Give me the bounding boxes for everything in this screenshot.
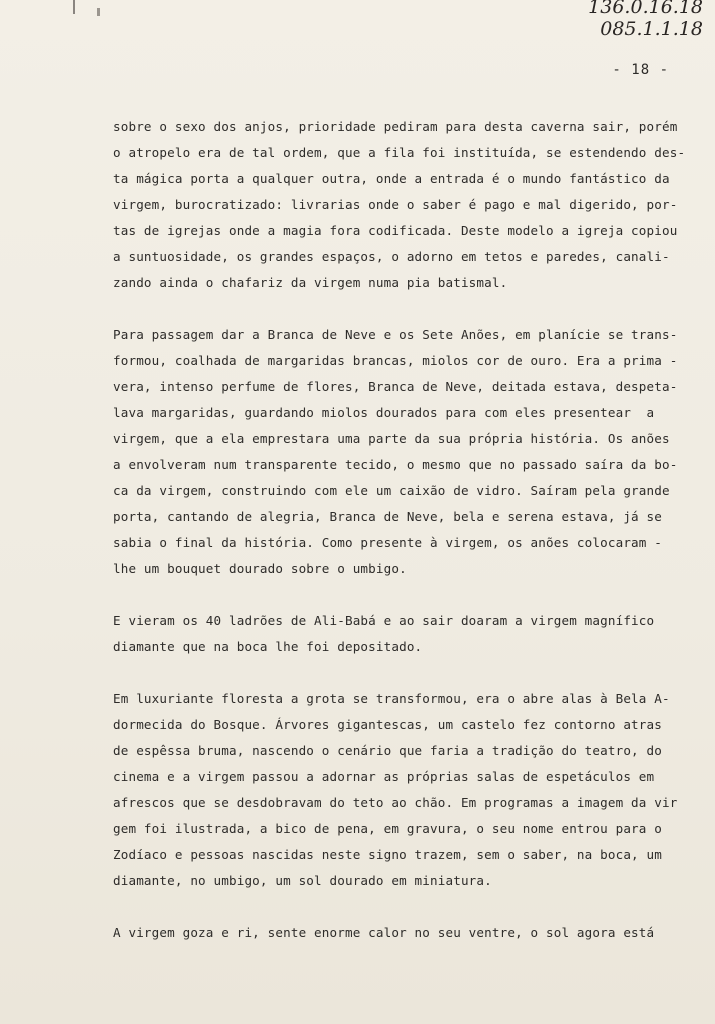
text-line: virgem, que a ela emprestara uma parte da sua própria história. Os anões	[113, 431, 670, 446]
handwritten-archive-reference	[588, 0, 703, 40]
text-line: E vieram os 40 ladrões de Ali-Babá e ao sair doaram a virgem magnífico	[113, 613, 655, 628]
page-edge-mark	[97, 8, 100, 16]
text-line: tas de igrejas onde a magia fora codificada. Deste modelo a igreja copiou	[113, 223, 678, 238]
text-line: de espêssa bruma, nascendo o cenário que faria a tradição do teatro, do	[113, 743, 662, 758]
text-line: virgem, burocratizado: livrarias onde o saber é pago e mal digerido, por-	[113, 197, 678, 212]
text-line: diamante que na boca lhe foi depositado.	[113, 639, 423, 654]
page-number: - 18 -	[612, 62, 669, 78]
text-line: sabia o final da história. Como presente à virgem, os anões colocaram -	[113, 535, 662, 550]
text-line: ca da virgem, construindo com ele um caixão de vidro. Saíram pela grande	[113, 483, 670, 498]
archive-ref-line: 136.0.16.18	[588, 0, 703, 18]
text-line: porta, cantando de alegria, Branca de Neve, bela e serena estava, já se	[113, 509, 662, 524]
paragraph	[113, 686, 678, 894]
paragraph	[113, 322, 678, 582]
text-line: zando ainda o chafariz da virgem numa pia batismal.	[113, 275, 508, 290]
text-line: A virgem goza e ri, sente enorme calor no seu ventre, o sol agora está	[113, 925, 655, 940]
text-line: vera, intenso perfume de flores, Branca de Neve, deitada estava, despeta-	[113, 379, 678, 394]
paragraph	[113, 608, 673, 660]
text-line: sobre o sexo dos anjos, prioridade pediram para desta caverna sair, porém	[113, 119, 678, 134]
text-line: gem foi ilustrada, a bico de pena, em gravura, o seu nome entrou para o	[113, 821, 662, 836]
text-line: Para passagem dar a Branca de Neve e os Sete Anões, em planície se trans-	[113, 327, 678, 342]
text-line: lava margaridas, guardando miolos dourados para com eles presentear a	[113, 405, 655, 420]
text-line: Em luxuriante floresta a grota se transformou, era o abre alas à Bela A-	[113, 691, 670, 706]
text-line: cinema e a virgem passou a adornar as próprias salas de espetáculos em	[113, 769, 655, 784]
text-line: Zodíaco e pessoas nascidas neste signo trazem, sem o saber, na boca, um	[113, 847, 662, 862]
text-line: a envolveram num transparente tecido, o mesmo que no passado saíra da bo-	[113, 457, 678, 472]
text-line: afrescos que se desdobravam do teto ao chão. Em programas a imagem da vir	[113, 795, 678, 810]
page-edge-mark	[73, 0, 75, 14]
typewritten-text	[113, 114, 686, 972]
text-line: ta mágica porta a qualquer outra, onde a entrada é o mundo fantástico da	[113, 171, 670, 186]
text-line: a suntuosidade, os grandes espaços, o adorno em tetos e paredes, canali-	[113, 249, 670, 264]
text-line: dormecida do Bosque. Árvores gigantescas, um castelo fez contorno atras	[113, 717, 662, 732]
text-line: formou, coalhada de margaridas brancas, miolos cor de ouro. Era a prima -	[113, 353, 678, 368]
paragraph	[113, 920, 673, 946]
archive-ref-line: 085.1.1.18	[600, 18, 703, 40]
paragraph	[113, 114, 686, 296]
text-line: lhe um bouquet dourado sobre o umbigo.	[113, 561, 407, 576]
text-line: diamante, no umbigo, um sol dourado em miniatura.	[113, 873, 492, 888]
text-line: o atropelo era de tal ordem, que a fila foi instituída, se estendendo des-	[113, 145, 686, 160]
